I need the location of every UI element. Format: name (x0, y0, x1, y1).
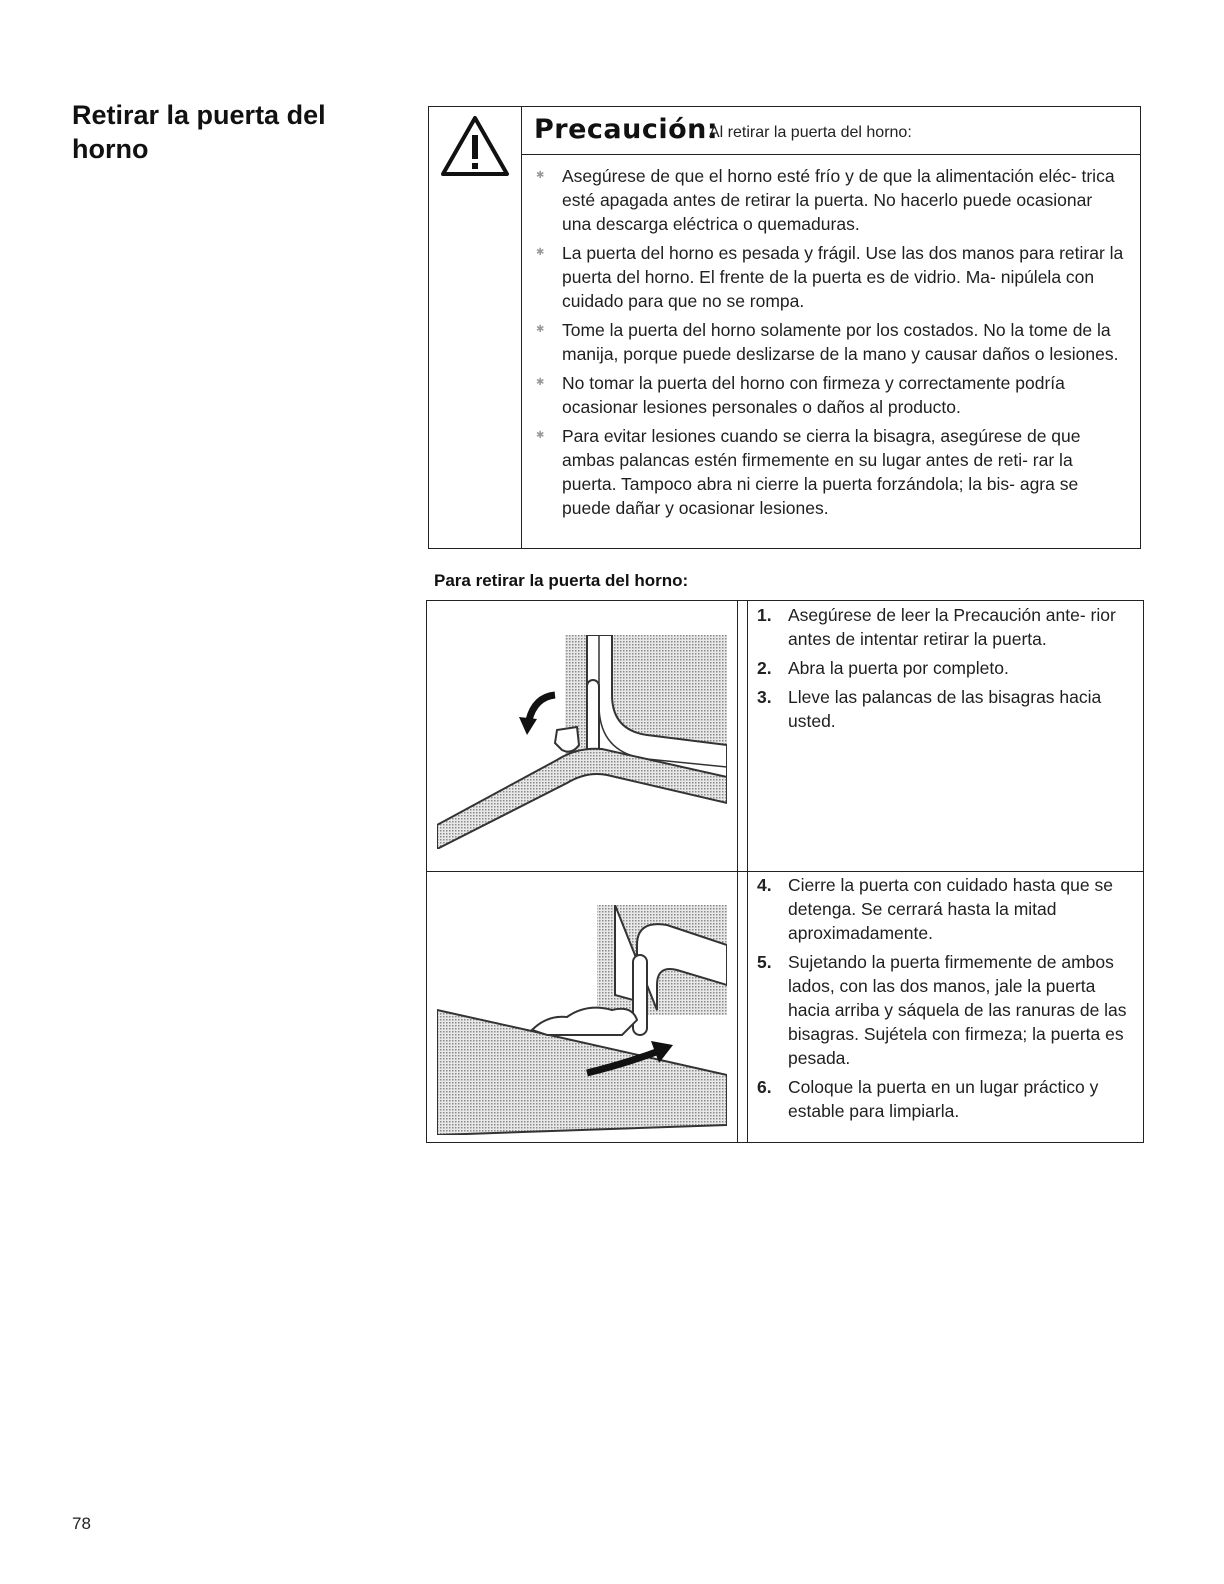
step-item: 3. Lleve las palancas de las bisagras hacia usted. (757, 687, 1102, 731)
steps-list (757, 873, 1133, 1128)
page-number: 78 (72, 1514, 91, 1533)
step-item: 6. Coloque la puerta en un lugar práctico y estable para limpiarla. (757, 1077, 1099, 1121)
caution-box (428, 106, 1141, 549)
caution-item: ✱ Tome la puerta del horno solamente por los costados. No la tome de la manija, porque puede deslizarse de la mano y causar daños o lesiones. (536, 320, 1119, 364)
hinge-lever-illustration (437, 635, 727, 849)
bullet-icon: ✱ (536, 247, 545, 258)
arrow-icon (529, 695, 555, 720)
caution-icon-cell (429, 107, 522, 548)
steps-table (426, 600, 1144, 1143)
caution-list (522, 155, 1140, 525)
step-item: 4. Cierre la puerta con cuidado hasta que se detenga. Se cerrará hasta la mitad aproximadamente. (757, 875, 1113, 943)
step-item: 2. Abra la puerta por completo. (757, 658, 1009, 678)
caution-item: ✱ Para evitar lesiones cuando se cierra la bisagra, asegúrese de que ambas palancas estén firmemente en su lugar antes de reti- rar la puerta. Tampoco abra ni cierre la puerta forzándola; la bis- agra se puede dañar y ocasionar lesiones. (536, 426, 1081, 518)
caution-item: ✱ No tomar la puerta del horno con firmeza y correctamente podría ocasionar lesiones personales o daños al producto. (536, 373, 1065, 417)
bullet-icon: ✱ (536, 324, 545, 335)
bullet-icon: ✱ (536, 430, 545, 441)
hinge-lever (555, 727, 579, 752)
warning-triangle-icon (440, 115, 510, 177)
step-item: 5. Sujetando la puerta firmemente de ambos lados, con las dos manos, jale la puerta hacia arriba y sáquela de las ranuras de las bisagras. Sujétela con firmeza; la puerta es pesada. (757, 952, 1127, 1068)
steps-list (757, 603, 1133, 738)
caution-title: Precaución: (534, 114, 719, 145)
hinge-lever (532, 1008, 637, 1035)
procedure-heading: Para retirar la puerta del horno: (434, 571, 689, 590)
step-item: 1. Asegúrese de leer la Precaución ante- rior antes de intentar retirar la puerta. (757, 605, 1116, 649)
door-removal-illustration (437, 905, 727, 1135)
caution-item: ✱ La puerta del horno es pesada y frágil. Use las dos manos para retirar la puerta del horno. El frente de la puerta es de vidrio. Ma- nipúlela con cuidado para que no se rompa. (536, 243, 1124, 311)
caution-item: ✱ Asegúrese de que el horno esté frío y de que la alimentación eléc- trica esté apagada antes de retirar la puerta. No hacerlo puede ocasionar una descarga eléctrica o quemaduras. (536, 166, 1115, 234)
caution-subtitle: Al retirar la puerta del horno: (709, 124, 912, 141)
bullet-icon: ✱ (536, 377, 545, 388)
caution-header (522, 107, 1140, 155)
bullet-icon: ✱ (536, 170, 545, 181)
row-divider (427, 871, 1143, 872)
section-title: Retirar la puerta del horno (72, 100, 326, 164)
